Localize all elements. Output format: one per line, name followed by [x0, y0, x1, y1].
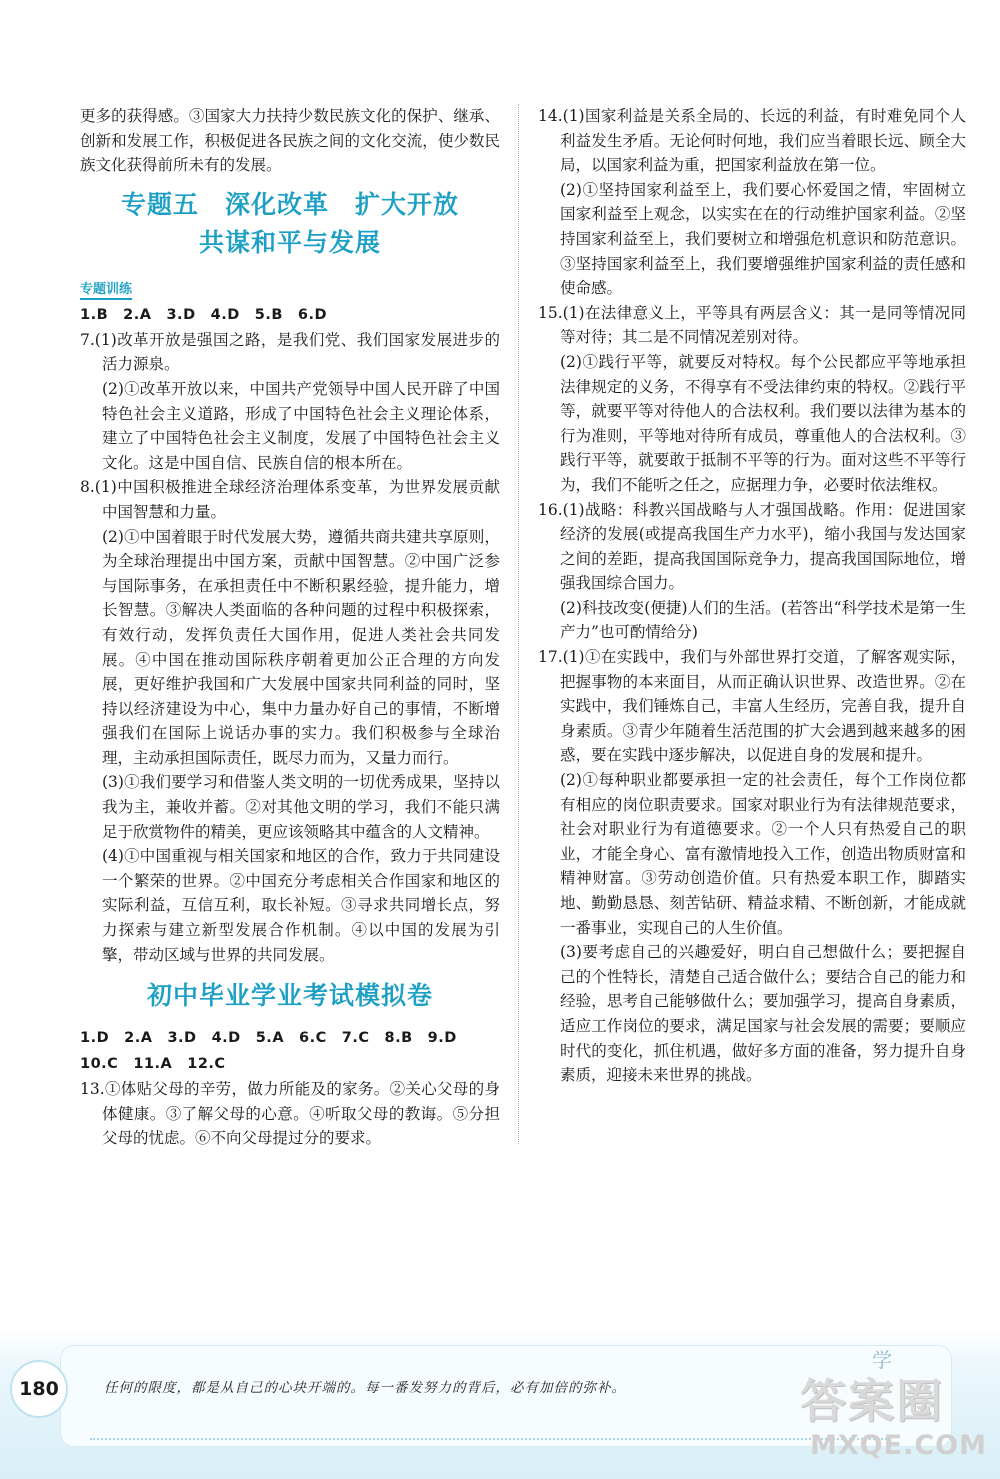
answer-q16-2: (2)科技改变(便捷)人们的生活。(若答出“科学技术是第一生产力”也可酌情给分)	[560, 598, 966, 642]
answer-q17-1: 17.(1)①在实践中，我们与外部世界打交道，了解客观实际，把握事物的本来面目，从而正确认识世界、改造世界。②在实践中，我们锤炼自己，丰富人生经历，完善自我，提升自身素质。③青少年随着生活范围的扩大会遇到越来越多的困惑，要在实践中逐步解决，以促进自身的发展和提升。	[538, 648, 966, 765]
page-number: 180	[10, 1360, 68, 1418]
footer-dotted-line	[90, 1438, 890, 1440]
watermark-xue: 学	[872, 1348, 892, 1372]
mock-exam-answers-line1: 1.D 2.A 3.D 4.D 5.A 6.C 7.C 8.B 9.D	[80, 1030, 457, 1047]
answer-q8-1: 8.(1)中国积极推进全球经济治理体系变革，为世界发展贡献中国智慧和力量。	[80, 478, 500, 521]
left-column	[80, 104, 500, 1151]
answer-q8-3: (3)①我们要学习和借鉴人类文明的一切优秀成果，坚持以我为主，兼收并蓄。②对其他文明的学习，我们不能只满足于欣赏物件的精美，更应该领略其中蕴含的人文精神。	[102, 773, 500, 841]
answer-q8-4: (4)①中国重视与相关国家和地区的合作，致力于共同建设一个繁荣的世界。②中国充分考虑相关合作国家和地区的实际利益，互信互利，取长补短。③寻求共同增长点，努力探索与建立新型发展合作机制。④以中国的发展为引擎，带动区域与世界的共同发展。	[102, 847, 500, 964]
column-divider	[518, 104, 519, 1144]
section-heading-line2: 共谋和平与发展	[198, 227, 381, 257]
answer-q14-1: 14.(1)国家利益是关系全局的、长远的利益，有时难免同个人利益发生矛盾。无论何时何地，我们应当着眼长远、顾全大局，以国家利益为重，把国家利益放在第一位。	[538, 107, 966, 175]
answer-q7-2: (2)①改革开放以来，中国共产党领导中国人民开辟了中国特色社会主义道路，形成了中国特色社会主义理论体系，建立了中国特色社会主义制度，发展了中国特色社会主义文化。这是中国自信、民族自信的根本所在。	[102, 379, 500, 472]
section-label: 专题训练	[80, 278, 132, 300]
mock-exam-answers-line2: 10.C 11.A 12.C	[80, 1056, 226, 1073]
watermark-url: MXQE.COM	[810, 1430, 987, 1461]
answer-q7-1: 7.(1)改革开放是强国之路，是我们党、我们国家发展进步的活力源泉。	[80, 330, 500, 374]
continued-paragraph: 更多的获得感。③国家大力扶持少数民族文化的保护、继承、创新和发展工作，积极促进各民族之间的文化交流，使少数民族文化获得前所未有的发展。	[80, 107, 500, 175]
answer-q14-2: (2)①坚持国家利益至上，我们要心怀爱国之情，牢固树立国家利益至上观念，以实实在在的行动维护国家利益。②坚持国家利益至上，我们要树立和增强危机意识和防范意识。③坚持国家利益至上，我们要增强维护国家利益的责任感和使命感。	[560, 180, 966, 298]
exam-heading: 初中毕业学业考试模拟卷	[146, 981, 433, 1011]
answer-q17-2: (2)①每种职业都要承担一定的社会责任，每个工作岗位都有相应的岗位职责要求。国家对职业行为有法律规范要求，社会对职业行为有道德要求。②一个人只有热爱自己的职业，才能全身心、富有激情地投入工作，创造出物质财富和精神财富。③劳动创造价值。只有热爱本职工作，脚踏实地、勤勤恳恳、刻苦钻研、精益求精、不断创新，才能成就一番事业，实现自己的人生价值。	[560, 771, 966, 937]
answer-q8-2: (2)①中国着眼于时代发展大势，遵循共商共建共享原则，为全球治理提出中国方案，贡献中国智慧。②中国广泛参与国际事务，在承担责任中不断积累经验，提升能力，增长智慧。③解决人类面临的各种问题的过程中积极探索，有效行动，发挥负责任大国作用，促进人类社会共同发展。④中国在推动国际秩序朝着更加公正合理的方向发展，更好维护我国和广大发展中国家共同利益的同时，坚持以经济建设为中心，集中力量办好自己的事情，不断增强我们在国际上说话办事的实力。我们积极参与全球治理，主动承担国际责任，既尽力而为，又量力而行。	[102, 527, 500, 767]
answer-q13: 13.①体贴父母的辛劳，做力所能及的家务。②关心父母的身体健康。③了解父母的心意。④听取父母的教诲。⑤分担父母的忧虑。⑥不向父母提过分的要求。	[80, 1080, 500, 1148]
answer-q17-3: (3)要考虑自己的兴趣爱好，明白自己想做什么；要把握自己的个性特长，清楚自己适合做什么；要结合自己的能力和经验，思考自己能够做什么；要加强学习，提高自身素质，适应工作岗位的要求，满足国家与社会发展的需要；要顺应时代的变化，抓住机遇，做好多方面的准备，努力提升自身素质，迎接未来世界的挑战。	[560, 943, 966, 1085]
footer-motto: 任何的限度，都是从自己的心块开端的。每一番发努力的背后，必有加倍的弥补。	[104, 1380, 626, 1396]
answer-q15-1: 15.(1)在法律意义上，平等具有两层含义：其一是同等情况同等对待；其二是不同情况差别对待。	[538, 303, 966, 347]
section-heading-line1: 专题五 深化改革 扩大开放	[120, 189, 459, 219]
answer-q16-1: 16.(1)战略：科教兴国战略与人才强国战略。作用：促进国家经济的发展(或提高我国生产力水平)，缩小我国与发达国家之间的差距，提高我国国际竞争力，提高我国国际地位，增强我国综合国力。	[538, 500, 966, 593]
multiple-choice-answers: 1.B 2.A 3.D 4.D 5.B 6.D	[80, 306, 328, 323]
right-column	[538, 104, 966, 1088]
watermark-logo: 答案圈	[800, 1374, 944, 1428]
answer-q15-2: (2)①践行平等，就要反对特权。每个公民都应平等地承担法律规定的义务，不得享有不受法律约束的特权。②践行平等，就要平等对待他人的合法权利。我们要以法律为基本的行为准则，平等地对待所有成员，尊重他人的合法权利。③践行平等，就要敢于抵制不平等的行为。面对这些不平等行为，我们不能听之任之，应据理力争，必要时依法维权。	[560, 352, 966, 494]
